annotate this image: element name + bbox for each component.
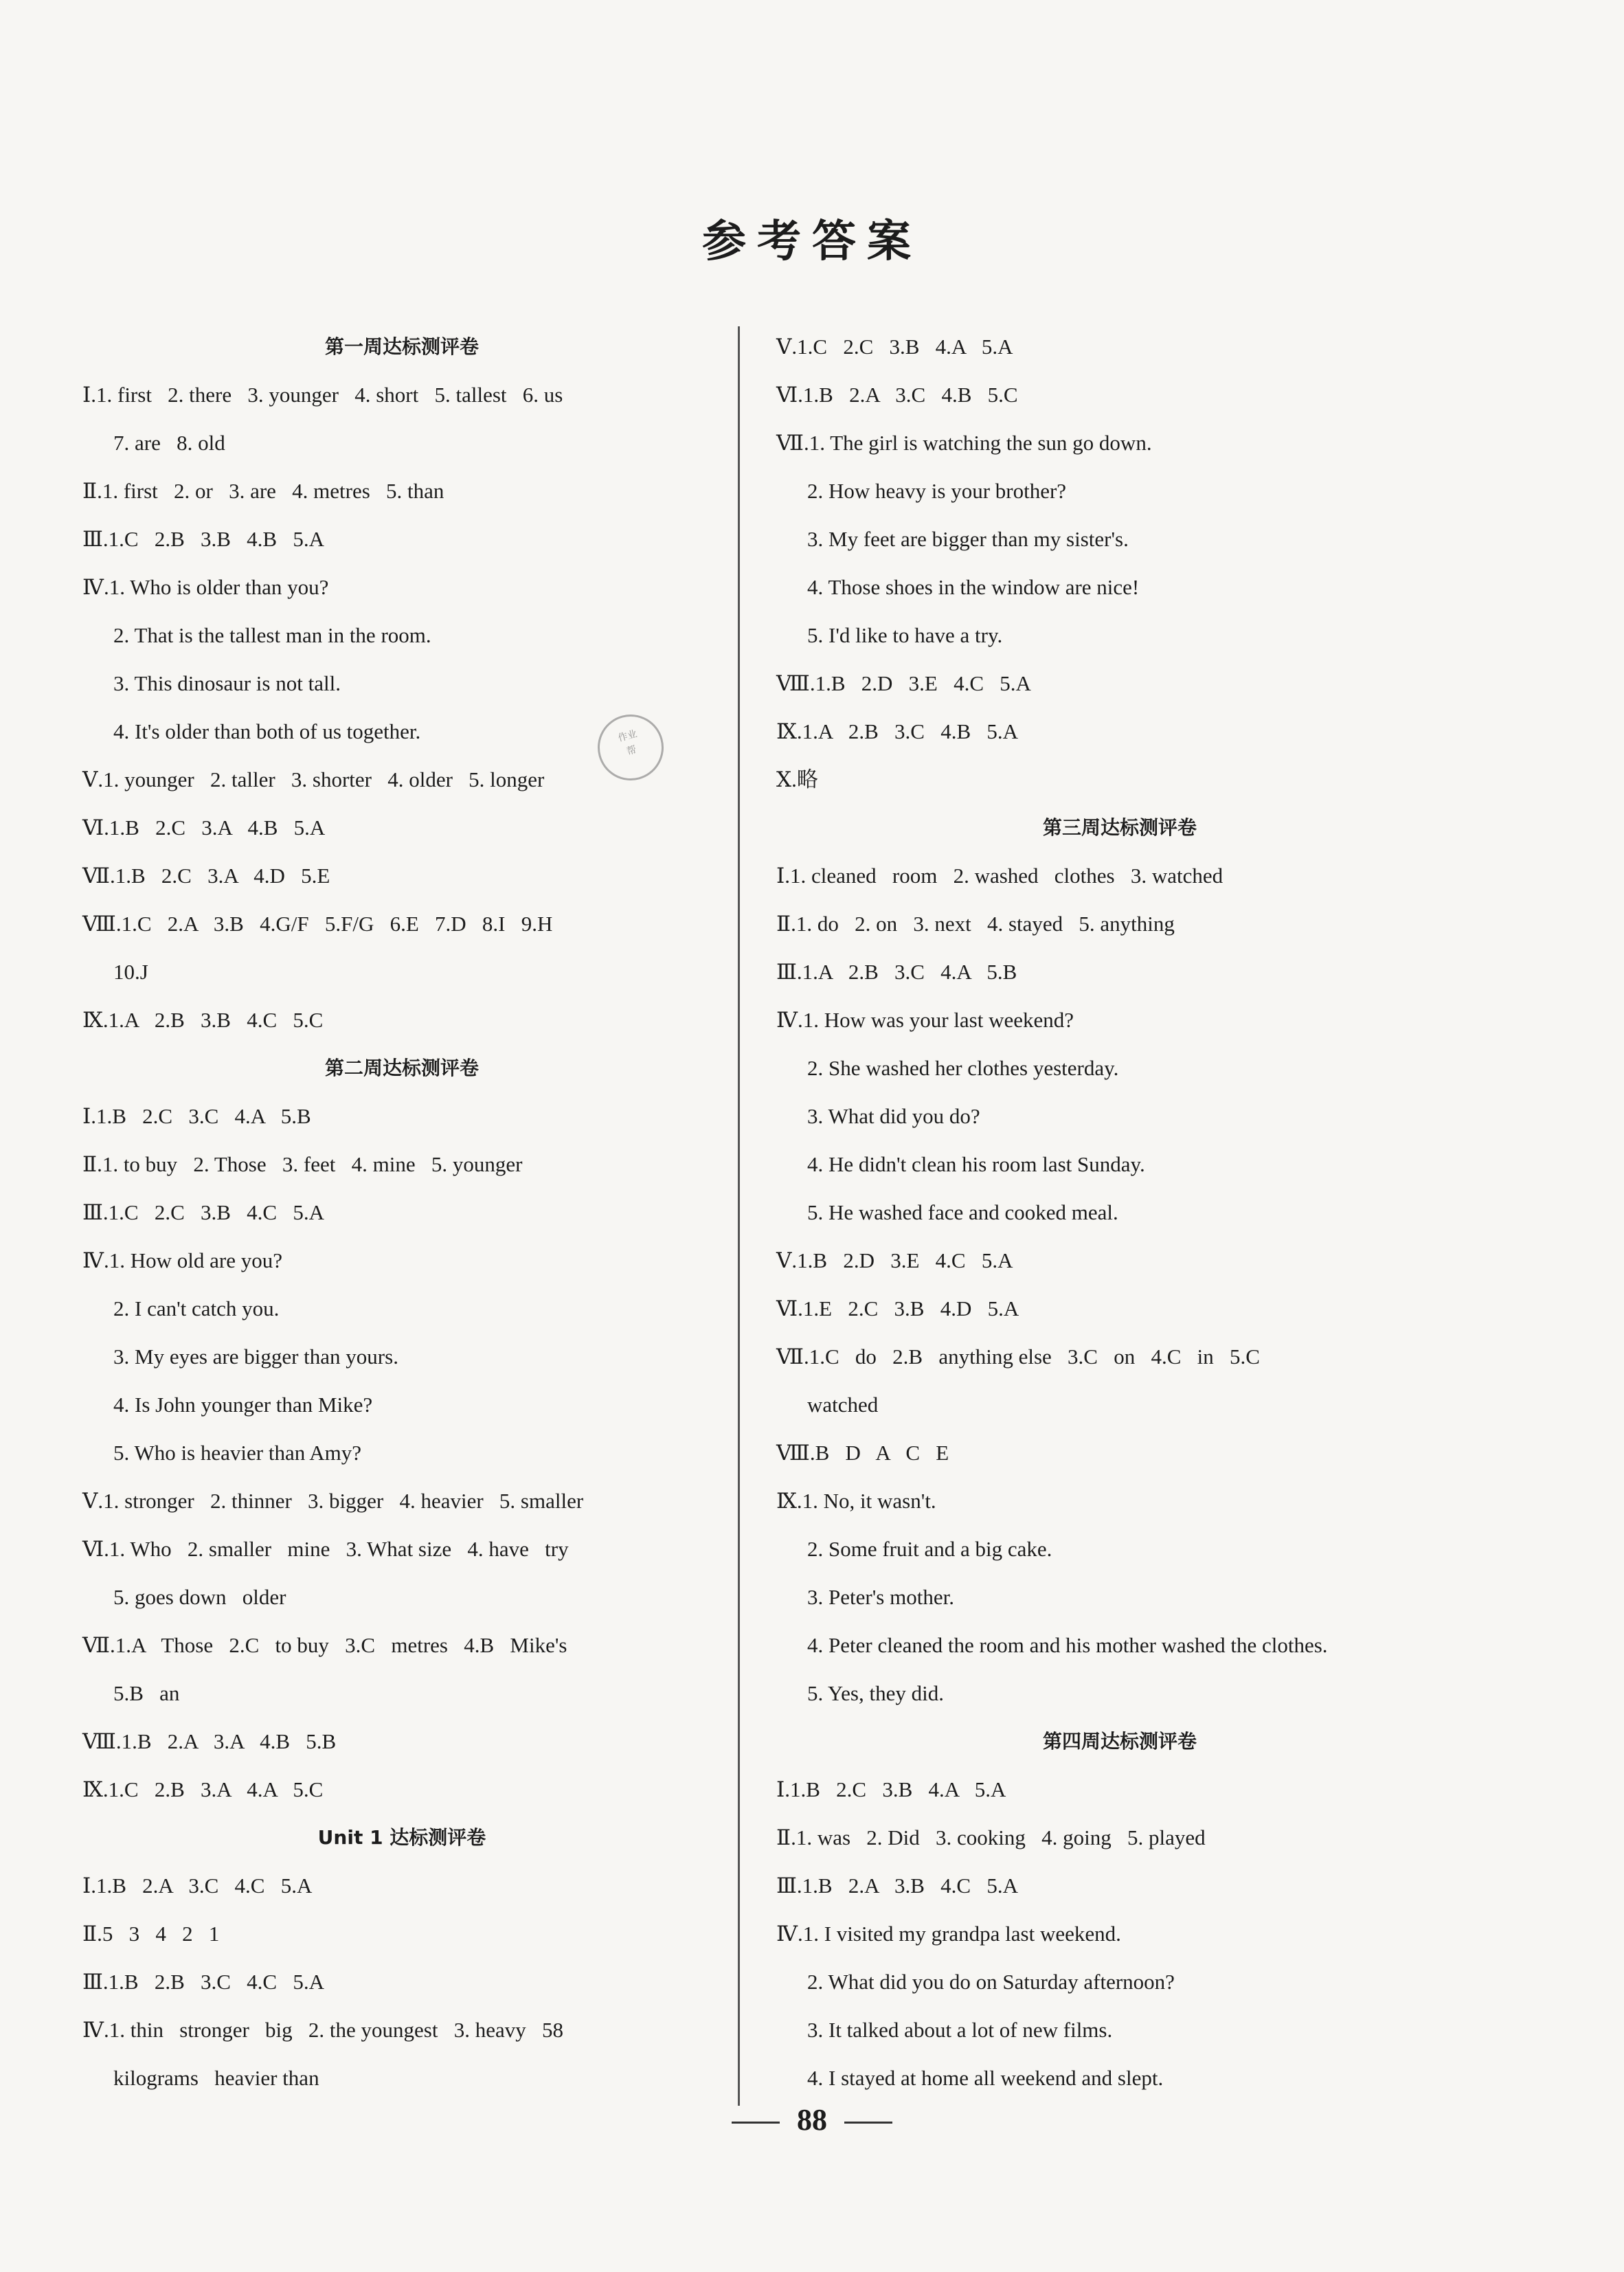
answer-line: 4. I stayed at home all weekend and slept. — [807, 2066, 1164, 2090]
answer-line: Ⅴ.1. younger 2. taller 3. shorter 4. older 5. longer — [82, 767, 545, 791]
page-number — [0, 2102, 1624, 2137]
answer-line: Ⅲ.1.C 2.B 3.B 4.B 5.A — [82, 527, 324, 551]
answer-line: Ⅲ.1.B 2.A 3.B 4.C 5.A — [776, 1874, 1018, 1898]
answer-line: Ⅰ.1. first 2. there 3. younger 4. short 5. tallest 6. us — [82, 383, 563, 407]
answer-line: 3. Peter's mother. — [807, 1585, 954, 1609]
answer-line: 4. Peter cleaned the room and his mother washed the clothes. — [807, 1633, 1328, 1657]
column-divider — [738, 326, 740, 2106]
answer-line: 10.J — [113, 960, 148, 984]
answer-line: Ⅴ.1.B 2.D 3.E 4.C 5.A — [776, 1248, 1013, 1272]
page-number-dash-left — [732, 2122, 780, 2124]
answer-line: 4. He didn't clean his room last Sunday. — [807, 1152, 1145, 1176]
section-heading: 第四周达标测评卷 — [1042, 1730, 1197, 1753]
answer-line: Ⅴ.1. stronger 2. thinner 3. bigger 4. heavier 5. smaller — [82, 1489, 584, 1513]
answer-line: Ⅶ.1.C do 2.B anything else 3.C on 4.C in 5.C — [776, 1345, 1260, 1369]
answer-line: Ⅱ.5 3 4 2 1 — [82, 1922, 220, 1946]
answer-line: Ⅰ.1.B 2.C 3.C 4.A 5.B — [82, 1104, 311, 1128]
stamp-mark: 作业 帮 — [590, 707, 671, 788]
answer-line: Ⅸ.1.C 2.B 3.A 4.A 5.C — [82, 1777, 324, 1801]
answer-line: 5. goes down older — [113, 1585, 286, 1609]
answer-line: Ⅰ.1.B 2.A 3.C 4.C 5.A — [82, 1874, 313, 1898]
answer-line: Ⅷ.1.B 2.A 3.A 4.B 5.B — [82, 1729, 337, 1753]
answer-line: Ⅵ.1.B 2.C 3.A 4.B 5.A — [82, 816, 326, 840]
answer-line: 3. My eyes are bigger than yours. — [113, 1345, 398, 1369]
answer-line: Ⅸ.1.A 2.B 3.B 4.C 5.C — [82, 1008, 324, 1032]
answer-line: Ⅳ.1. How old are you? — [82, 1248, 282, 1272]
left-column — [82, 323, 721, 2102]
answer-line: kilograms heavier than — [113, 2066, 319, 2090]
right-column — [776, 323, 1463, 2102]
answer-line: Ⅵ.1.B 2.A 3.C 4.B 5.C — [776, 383, 1018, 407]
answer-line: 5. Yes, they did. — [807, 1681, 944, 1705]
answer-line: Ⅵ.1.E 2.C 3.B 4.D 5.A — [776, 1296, 1019, 1320]
answer-line: 5. Who is heavier than Amy? — [113, 1441, 362, 1465]
answer-line: Ⅰ.1. cleaned room 2. washed clothes 3. watched — [776, 864, 1223, 888]
answer-line: Ⅳ.1. How was your last weekend? — [776, 1008, 1074, 1032]
answer-line: 3. What did you do? — [807, 1104, 980, 1128]
answer-line: Ⅱ.1. to buy 2. Those 3. feet 4. mine 5. younger — [82, 1152, 523, 1176]
answer-line: 5.B an — [113, 1681, 180, 1705]
answer-line: 3. It talked about a lot of new films. — [807, 2018, 1113, 2042]
answer-line: Ⅱ.1. first 2. or 3. are 4. metres 5. than — [82, 479, 444, 503]
answer-line: Ⅲ.1.A 2.B 3.C 4.A 5.B — [776, 960, 1017, 984]
page-number-dash-right — [844, 2122, 892, 2124]
answer-line: 4. It's older than both of us together. — [113, 719, 421, 743]
answer-line: Ⅳ.1. thin stronger big 2. the youngest 3. heavy 58 — [82, 2018, 563, 2042]
answer-line: Ⅶ.1.A Those 2.C to buy 3.C metres 4.B Mike's — [82, 1633, 567, 1657]
answer-line: Ⅷ.1.B 2.D 3.E 4.C 5.A — [776, 671, 1031, 695]
section-heading: Unit 1 达标测评卷 — [317, 1826, 486, 1849]
answer-line: Ⅴ.1.C 2.C 3.B 4.A 5.A — [776, 335, 1013, 359]
answer-line: 4. Is John younger than Mike? — [113, 1393, 373, 1417]
answer-line: Ⅷ.B D A C E — [776, 1441, 949, 1465]
answer-line: Ⅹ.略 — [776, 767, 818, 791]
answer-line: Ⅳ.1. I visited my grandpa last weekend. — [776, 1922, 1121, 1946]
page-number-value: 88 — [797, 2103, 827, 2137]
answer-line: Ⅱ.1. was 2. Did 3. cooking 4. going 5. played — [776, 1825, 1206, 1849]
answer-line: 5. I'd like to have a try. — [807, 623, 1003, 647]
answer-line: 2. What did you do on Saturday afternoon? — [807, 1970, 1175, 1994]
answer-line: 3. My feet are bigger than my sister's. — [807, 527, 1129, 551]
answer-line: Ⅸ.1.A 2.B 3.C 4.B 5.A — [776, 719, 1019, 743]
answer-line: 4. Those shoes in the window are nice! — [807, 575, 1140, 599]
answer-line: watched — [807, 1393, 879, 1417]
answer-line: 3. This dinosaur is not tall. — [113, 671, 341, 695]
answer-line: 2. She washed her clothes yesterday. — [807, 1056, 1119, 1080]
page-title: 参考答案 — [702, 216, 922, 267]
answer-line: 2. I can't catch you. — [113, 1296, 280, 1320]
answer-line: Ⅸ.1. No, it wasn't. — [776, 1489, 936, 1513]
answer-line: Ⅶ.1. The girl is watching the sun go down. — [776, 431, 1152, 455]
answer-line: 2. How heavy is your brother? — [807, 479, 1067, 503]
section-heading: 第一周达标测评卷 — [324, 335, 479, 358]
answer-line: Ⅲ.1.B 2.B 3.C 4.C 5.A — [82, 1970, 324, 1994]
answer-line: Ⅵ.1. Who 2. smaller mine 3. What size 4. have try — [82, 1537, 569, 1561]
answer-line: 2. That is the tallest man in the room. — [113, 623, 431, 647]
answer-line: Ⅳ.1. Who is older than you? — [82, 575, 329, 599]
section-heading: 第三周达标测评卷 — [1042, 816, 1197, 839]
answer-line: 5. He washed face and cooked meal. — [807, 1200, 1118, 1224]
answer-line: Ⅲ.1.C 2.C 3.B 4.C 5.A — [82, 1200, 324, 1224]
section-heading: 第二周达标测评卷 — [324, 1057, 479, 1079]
answer-line: 7. are 8. old — [113, 431, 225, 455]
answer-line: Ⅶ.1.B 2.C 3.A 4.D 5.E — [82, 864, 330, 888]
answer-line: Ⅷ.1.C 2.A 3.B 4.G/F 5.F/G 6.E 7.D 8.I 9.H — [82, 912, 553, 936]
answer-line: Ⅰ.1.B 2.C 3.B 4.A 5.A — [776, 1777, 1006, 1801]
answer-line: 2. Some fruit and a big cake. — [807, 1537, 1052, 1561]
answer-line: Ⅱ.1. do 2. on 3. next 4. stayed 5. anything — [776, 912, 1175, 936]
